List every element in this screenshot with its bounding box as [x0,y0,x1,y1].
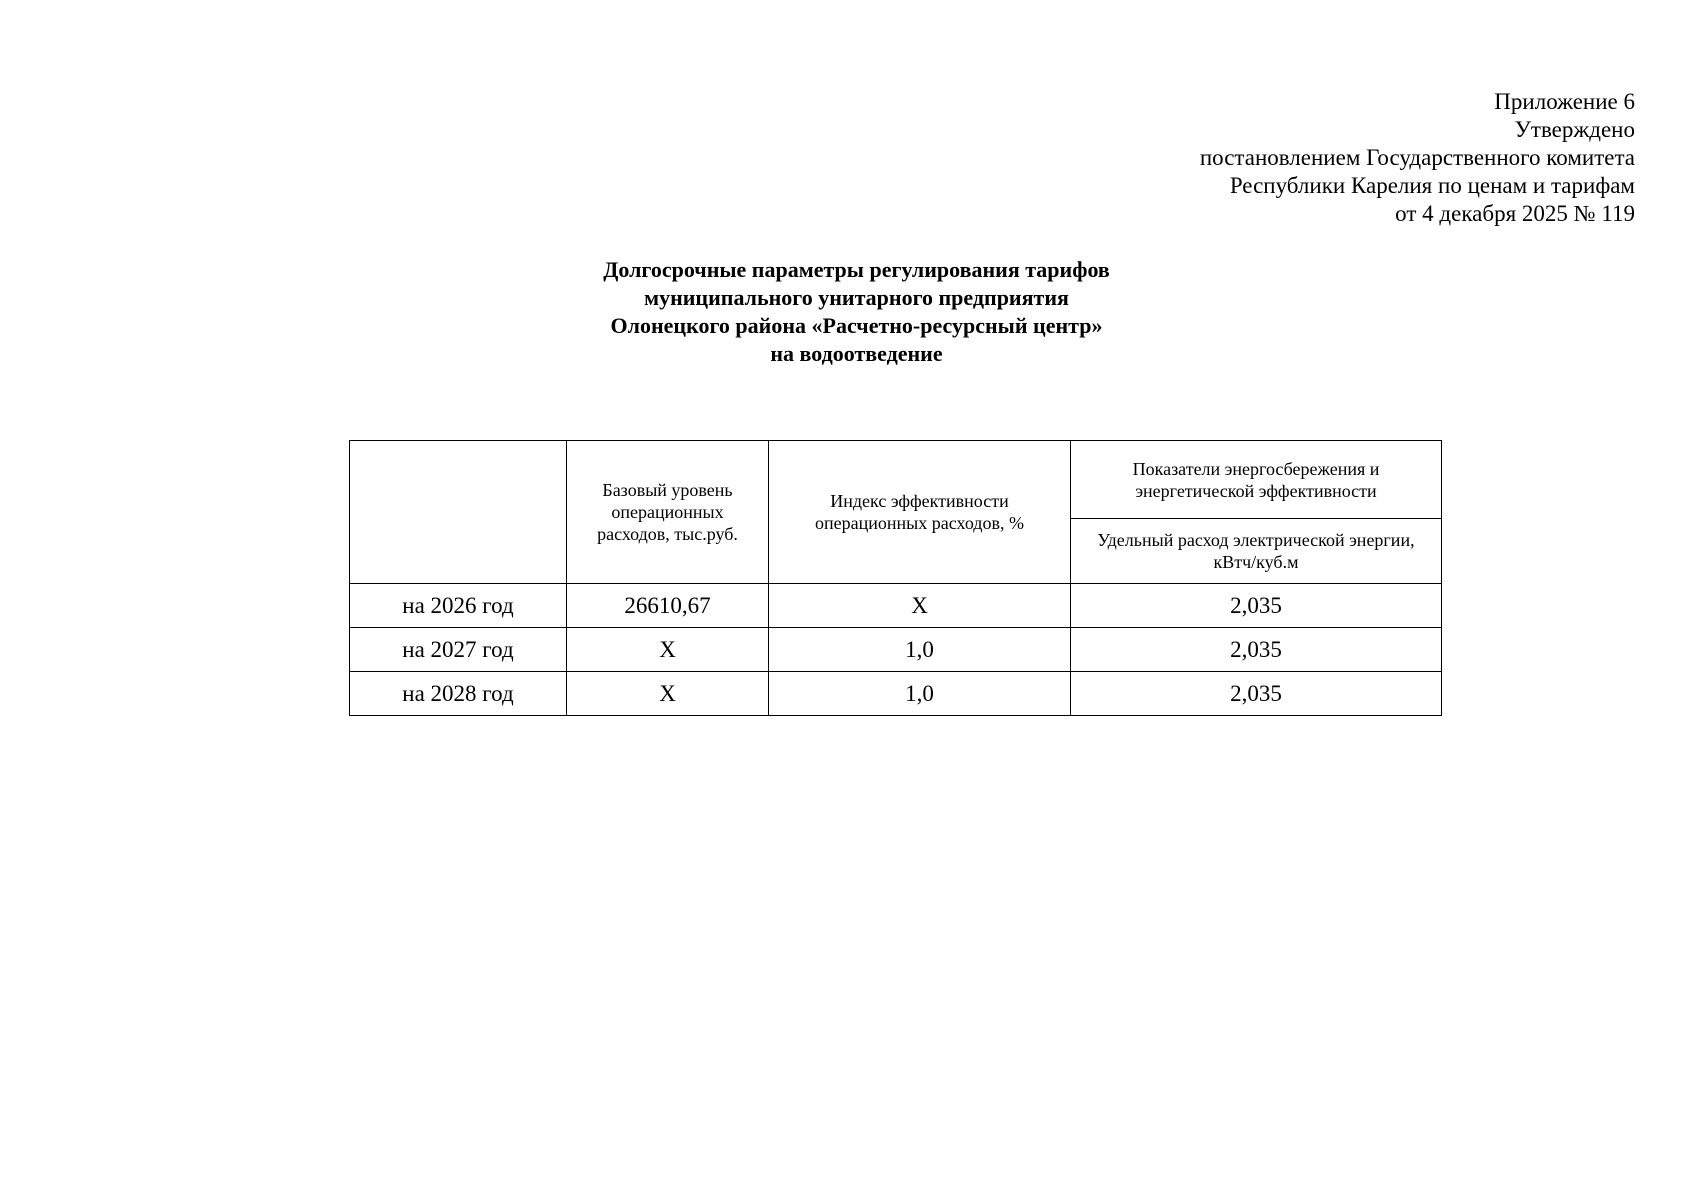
resolution-date: от 4 декабря 2025 № 119 [1395,201,1635,226]
header-blank [350,441,567,584]
committee-line: Республики Карелия по ценам и тарифам [1229,173,1635,198]
document-title [8,256,1697,368]
table-row [350,672,1442,716]
specific-consumption-cell: 2,035 [1071,628,1442,672]
title-line: Олонецкого района «Расчетно-ресурсный центр» [610,313,1103,338]
resolution-line: постановлением Государственного комитета [1199,145,1635,170]
specific-consumption-cell: 2,035 [1071,672,1442,716]
header-efficiency-index: Индекс эффективности операционных расходов, % [769,441,1071,584]
efficiency-index-cell: X [769,584,1071,628]
header-energy-group: Показатели энергосбережения и энергетической эффективности [1071,441,1442,519]
base-level-cell: X [567,672,769,716]
parameters-table [349,440,1442,716]
period-cell: на 2028 год [350,672,567,716]
table-row [350,628,1442,672]
period-cell: на 2026 год [350,584,567,628]
approval-block [935,88,1635,228]
efficiency-index-cell: 1,0 [769,628,1071,672]
specific-consumption-cell: 2,035 [1071,584,1442,628]
appendix-number: Приложение 6 [1494,89,1635,114]
title-line: на водоотведение [770,341,943,366]
period-cell: на 2027 год [350,628,567,672]
table-row [350,584,1442,628]
title-line: муниципального унитарного предприятия [644,285,1069,310]
approved-label: Утверждено [1514,117,1635,142]
header-base-level: Базовый уровень операционных расходов, тыс.руб. [567,441,769,584]
base-level-cell: X [567,628,769,672]
header-specific-consumption: Удельный расход электрической энергии, кВтч/куб.м [1071,519,1442,584]
base-level-cell: 26610,67 [567,584,769,628]
title-line: Долгосрочные параметры регулирования тарифов [603,257,1110,282]
efficiency-index-cell: 1,0 [769,672,1071,716]
